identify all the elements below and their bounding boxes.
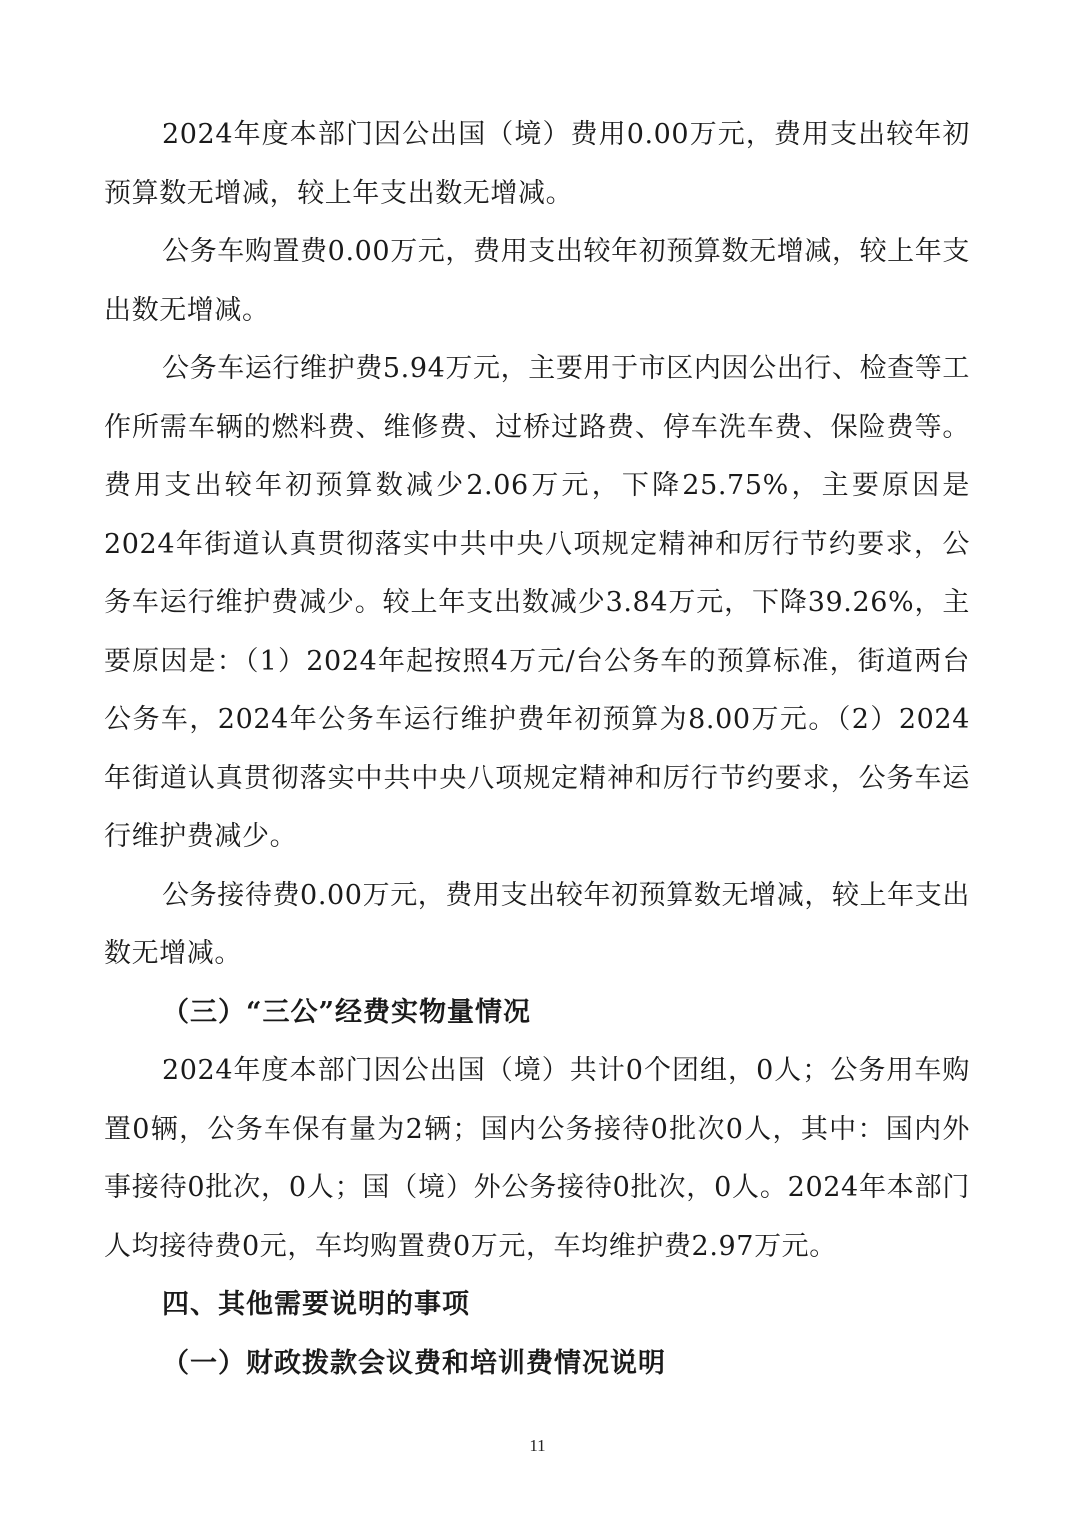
paragraph-reception: 公务接待费0.00万元，费用支出较年初预算数无增减，较上年支出数无增减。 [104,879,970,969]
paragraph-vehicle-maintenance: 公务车运行维护费5.94万元，主要用于市区内因公出行、检查等工作所需车辆的燃料费、维修费、过桥过路费、停车洗车费、保险费等。费用支出较年初预算数减少2.06万元，下降25.75%，主要原因是2024年街道认真贯彻落实中共中央八项规定精神和厉行节约要求，公务车运行维护费减少。较上年支出数减少3.84万元，下降39.26%，主要原因是：（1）2024年起按照4万元/台公务车的预算标准，街道两台公务车，2024年公务车运行维护费年初预算为8.00万元。（2）2024年街道认真贯彻落实中共中央八项规定精神和厉行节约要求，公务车运行维护费减少。 [104,353,970,852]
paragraph-overseas-travel: 2024年度本部门因公出国（境）费用0.00万元，费用支出较年初预算数无增减，较上年支出数无增减。 [104,119,970,209]
sub-heading-meeting-training-fees: （一）财政拨款会议费和培训费情况说明 [162,1347,666,1379]
page-content [104,106,970,1393]
page-number: 11 [529,1436,546,1455]
section-heading-physical-quantity: （三）“三公”经费实物量情况 [162,996,532,1028]
paragraph-vehicle-purchase: 公务车购置费0.00万元，费用支出较年初预算数无增减，较上年支出数无增减。 [104,236,970,326]
paragraph-physical-quantity: 2024年度本部门因公出国（境）共计0个团组，0人；公务用车购置0辆，公务车保有量为2辆；国内公务接待0批次0人，其中：国内外事接待0批次，0人；国（境）外公务接待0批次，0人。2024年本部门人均接待费0元，车均购置费0万元，车均维护费2.97万元。 [104,1055,970,1262]
section-heading-other-matters: 四、其他需要说明的事项 [162,1289,470,1320]
